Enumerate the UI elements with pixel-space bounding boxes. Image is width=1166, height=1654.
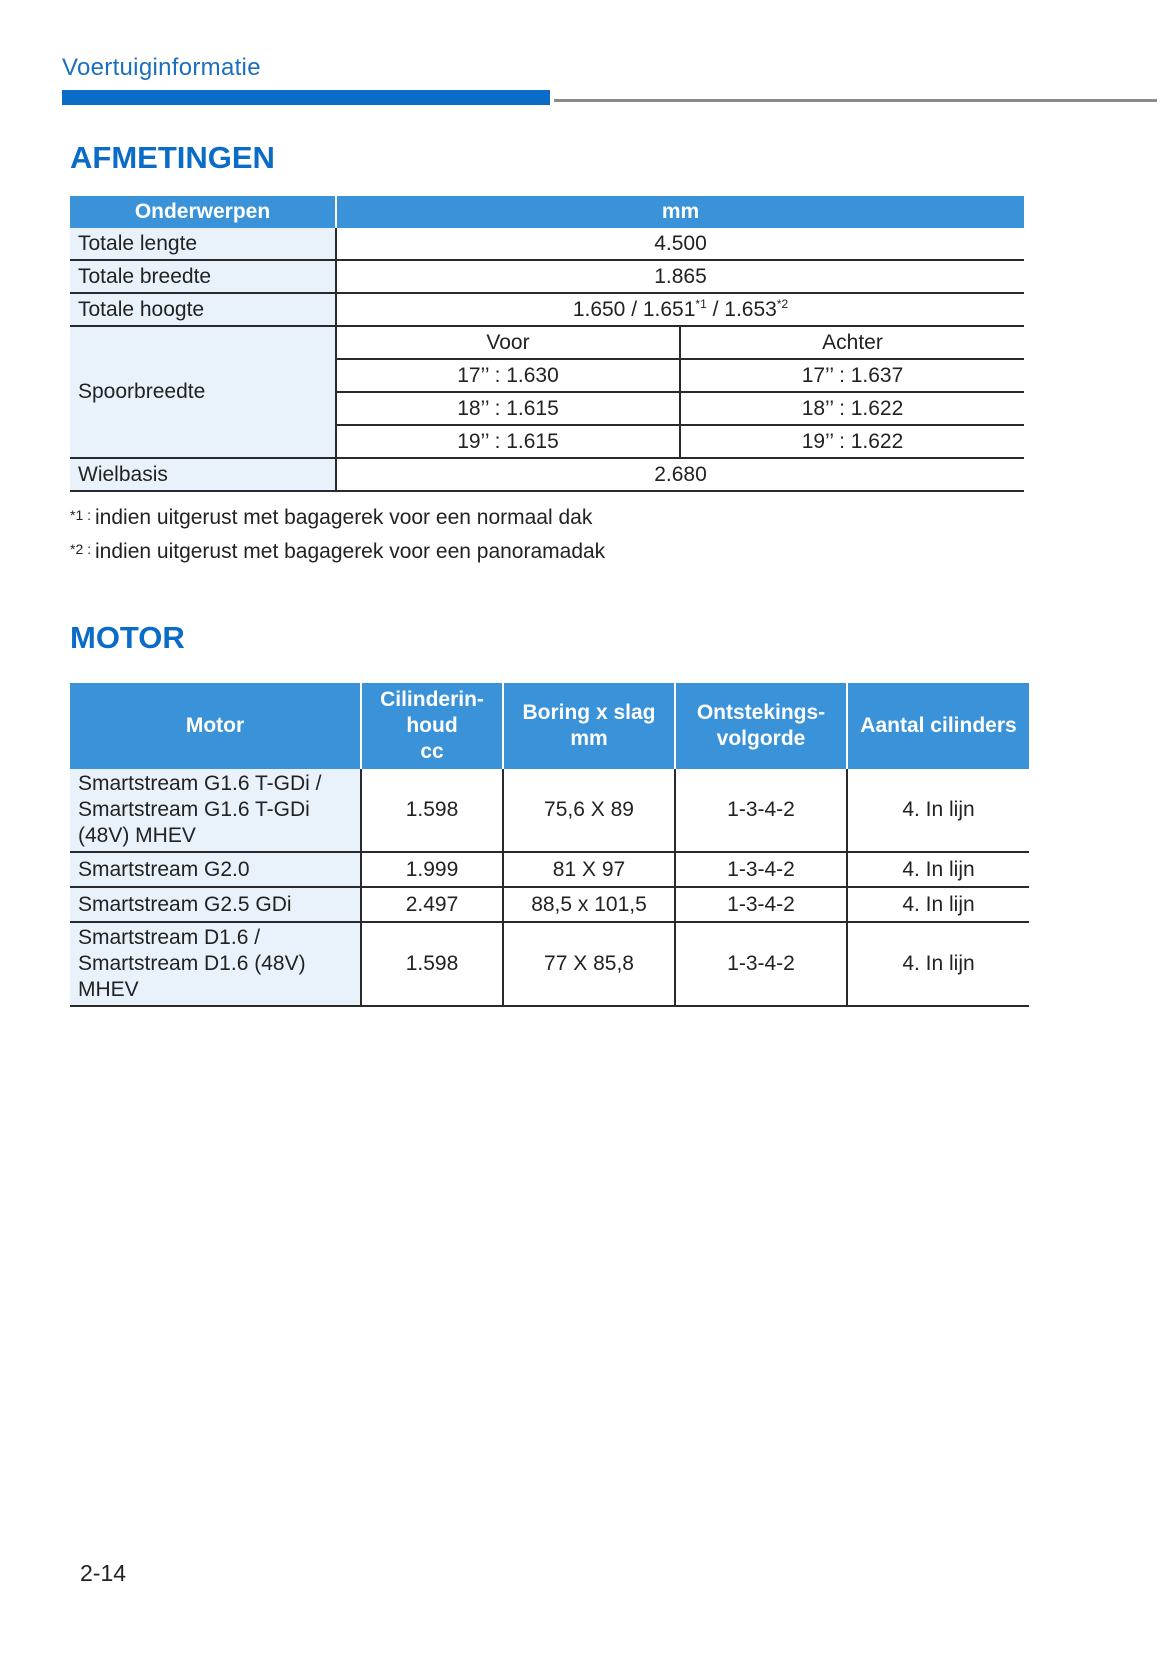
engine-firing-order: 1-3-4-2 [675, 769, 847, 852]
engine-table [70, 683, 1029, 1007]
track-front-value: 19’’ : 1.615 [336, 425, 680, 458]
footnote-ref-2: *2 [776, 297, 789, 311]
engine-name: Smartstream G2.5 GDi [70, 887, 361, 922]
engine-bore-stroke: 81 X 97 [503, 852, 675, 887]
engine-displacement: 1.999 [361, 852, 503, 887]
engine-firing-order: 1-3-4-2 [675, 922, 847, 1006]
table-header-row [70, 196, 1024, 228]
track-rear-value: 17’’ : 1.637 [680, 359, 1024, 392]
col-header-bore-stroke: Boring x slag mm [503, 683, 675, 769]
engine-displacement: 1.598 [361, 922, 503, 1006]
footnote-mark: *1 : [70, 507, 92, 523]
footnote-text: indien uitgerust met bagagerek voor een panoramadak [95, 540, 606, 563]
table-row [70, 293, 1024, 326]
table-header-row [70, 683, 1029, 769]
wheelbase-value: 2.680 [336, 458, 1024, 491]
track-rear-value: 18’’ : 1.622 [680, 392, 1024, 425]
track-rear-header: Achter [680, 326, 1024, 359]
col-header-mm: mm [336, 196, 1024, 228]
engine-bore-stroke: 75,6 X 89 [503, 769, 675, 852]
table-row [70, 922, 1029, 1006]
engine-cylinders: 4. In lijn [847, 769, 1029, 852]
track-front-value: 17’’ : 1.630 [336, 359, 680, 392]
col-header-motor: Motor [70, 683, 361, 769]
col-header-onderwerpen: Onderwerpen [70, 196, 336, 228]
table-row [70, 769, 1029, 852]
footnote-text: indien uitgerust met bagagerek voor een normaal dak [95, 506, 593, 529]
row-value-height [336, 293, 1024, 326]
row-value: 1.865 [336, 260, 1024, 293]
table-row [70, 458, 1024, 491]
col-header-firing-order: Ontstekings- volgorde [675, 683, 847, 769]
engine-displacement: 1.598 [361, 769, 503, 852]
wheelbase-label: Wielbasis [70, 458, 336, 491]
row-label: Totale breedte [70, 260, 336, 293]
track-front-value: 18’’ : 1.615 [336, 392, 680, 425]
header-title: Voertuiginformatie [62, 54, 261, 81]
engine-firing-order: 1-3-4-2 [675, 852, 847, 887]
engine-cylinders: 4. In lijn [847, 852, 1029, 887]
col-header-cylinders: Aantal cilinders [847, 683, 1029, 769]
footnote [70, 532, 605, 566]
table-row [70, 326, 1024, 359]
footnotes [70, 498, 605, 566]
engine-cylinders: 4. In lijn [847, 887, 1029, 922]
track-label: Spoorbreedte [70, 326, 336, 458]
dimensions-table [70, 196, 1024, 492]
table-row [70, 887, 1029, 922]
engine-firing-order: 1-3-4-2 [675, 887, 847, 922]
col-header-displacement: Cilinderin- houd cc [361, 683, 503, 769]
table-row [70, 228, 1024, 260]
track-front-header: Voor [336, 326, 680, 359]
engine-cylinders: 4. In lijn [847, 922, 1029, 1006]
engine-bore-stroke: 88,5 x 101,5 [503, 887, 675, 922]
footnote [70, 498, 605, 532]
track-rear-value: 19’’ : 1.622 [680, 425, 1024, 458]
engine-heading: MOTOR [70, 620, 185, 655]
row-label: Totale hoogte [70, 293, 336, 326]
height-value-a: 1.650 / 1.651 [572, 298, 696, 321]
page-number: 2-14 [80, 1560, 127, 1586]
table-row [70, 260, 1024, 293]
table-row [70, 852, 1029, 887]
engine-displacement: 2.497 [361, 887, 503, 922]
dimensions-heading: AFMETINGEN [70, 140, 275, 175]
row-value: 4.500 [336, 228, 1024, 260]
header-rule-accent [62, 90, 550, 105]
engine-name: Smartstream D1.6 / Smartstream D1.6 (48V) MHEV [70, 922, 361, 1006]
engine-bore-stroke: 77 X 85,8 [503, 922, 675, 1006]
engine-name: Smartstream G1.6 T-GDi / Smartstream G1.6 T-GDi (48V) MHEV [70, 769, 361, 852]
engine-name: Smartstream G2.0 [70, 852, 361, 887]
height-value-b: / 1.653 [706, 298, 777, 321]
footnote-mark: *2 : [70, 541, 92, 557]
header-rule [554, 99, 1157, 102]
row-label: Totale lengte [70, 228, 336, 260]
footnote-ref-1: *1 [695, 297, 707, 311]
